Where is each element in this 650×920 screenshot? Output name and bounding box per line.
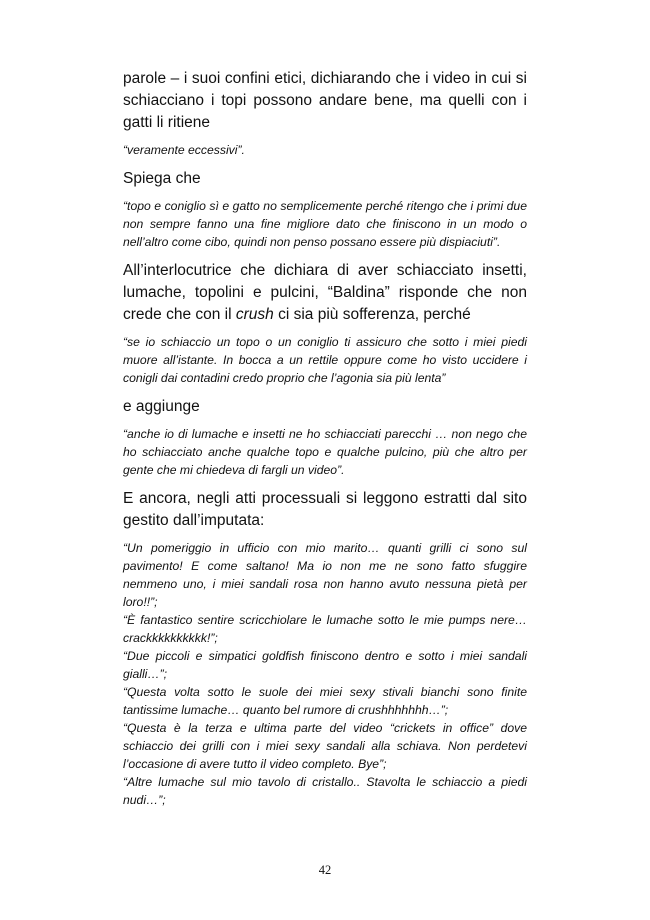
quote-2: “topo e coniglio sì e gatto no semplicemente perché ritengo che i primi due non sempre fanno una fine migliore dato che finiscono in un modo o nell’altro come cibo, quindi non penso possano essere più dispiaciuti”. <box>123 199 527 249</box>
paragraph-3 <box>123 260 527 326</box>
page-content <box>123 68 527 809</box>
excerpt-item: “Un pomeriggio in ufficio con mio marito… quanti grilli ci sono sul pavimento! E come saltano! Ma io non me ne sono fatto sfuggire nemmeno uno, i miei sandali rosa non hanno avuto nessuna pietà per loro!!”; <box>123 541 527 609</box>
paragraph-1: parole – i suoi confini etici, dichiarando che i video in cui si schiacciano i topi possono andare bene, ma quelli con i gatti li ritiene <box>123 70 527 131</box>
excerpt-list <box>123 539 527 809</box>
paragraph-3-end: ci sia più sofferenza, perché <box>273 306 471 323</box>
excerpt-item: “È fantastico sentire scricchiolare le lumache sotto le mie pumps nere… crackkkkkkkkkk!”; <box>123 613 527 645</box>
paragraph-2: Spiega che <box>123 170 201 187</box>
paragraph-3-italic-term: crush <box>235 306 274 323</box>
excerpt-item: “Altre lumache sul mio tavolo di cristallo.. Stavolta le schiaccio a piedi nudi…”; <box>123 775 527 807</box>
excerpt-item: “Due piccoli e simpatici goldfish finiscono dentro e sotto i miei sandali gialli…”; <box>123 649 527 681</box>
quote-3: “se io schiaccio un topo o un coniglio ti assicuro che sotto i miei piedi muore all’istante. In bocca a un rettile oppure come ho visto uccidere i conigli dai contadini credo proprio che l’agonia sia più lenta” <box>123 335 527 385</box>
quote-1: “veramente eccessivi”. <box>123 143 245 157</box>
excerpt-item: “Questa è la terza e ultima parte del video “crickets in office” dove schiaccio dei grilli con i miei sexy sandali alla schiava. Non perdetevi l’occasione di avere tutto il video completo. Bye”; <box>123 721 527 771</box>
paragraph-4: e aggiunge <box>123 398 200 415</box>
paragraph-3-start: All’interlocutrice che dichiara di aver schiacciato insetti, lumache, topolini e pulcini, “Baldina” risponde che non crede che con il <box>123 262 527 323</box>
paragraph-5: E ancora, negli atti processuali si leggono estratti dal sito gestito dall’imputata: <box>123 490 527 529</box>
quote-4: “anche io di lumache e insetti ne ho schiacciati parecchi … non nego che ho schiacciato anche qualche topo e qualche pulcino, più che altro per gente che mi chiedeva di fargli un video”. <box>123 427 527 477</box>
excerpt-item: “Questa volta sotto le suole dei miei sexy stivali bianchi sono finite tantissime lumache… quanto bel rumore di crushhhhhhh…”; <box>123 685 527 717</box>
page-number: 42 <box>318 863 332 877</box>
